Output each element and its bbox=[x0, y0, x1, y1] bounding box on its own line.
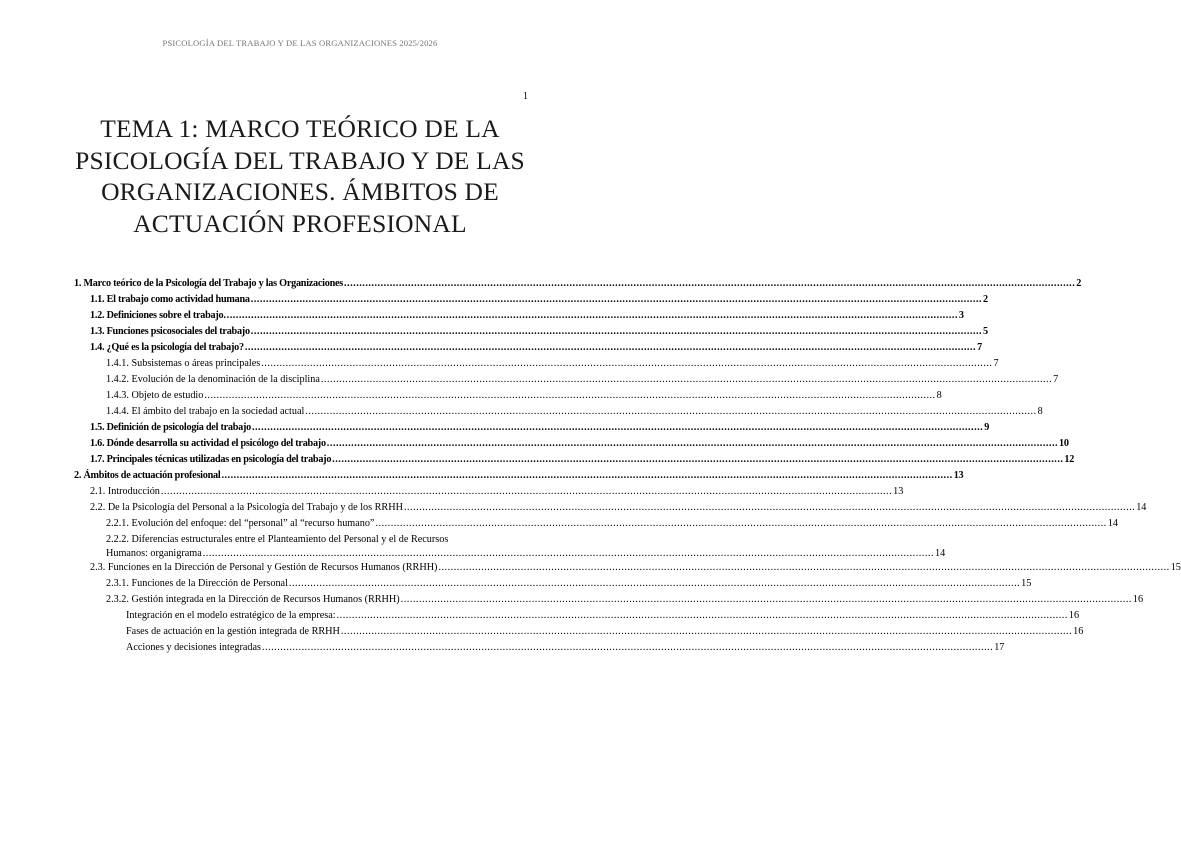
toc-entry-text: 1.4.1. Subsistemas o áreas principales bbox=[106, 358, 261, 369]
toc-page-number: 5 bbox=[983, 326, 988, 337]
toc-entry-text: 1.6. Dónde desarrolla su actividad el psicólogo del trabajo bbox=[90, 438, 326, 449]
toc-leader-dots bbox=[438, 561, 1169, 575]
toc-entry-text: 1.2. Definiciones sobre el trabajo. bbox=[90, 310, 226, 321]
toc-page-number: 13 bbox=[893, 486, 904, 497]
toc-leader-dots bbox=[203, 547, 934, 561]
toc-leader-dots bbox=[204, 389, 935, 403]
toc-leader-dots bbox=[305, 405, 1036, 419]
toc-entry-text: 2.2.1. Evolución del enfoque: del “personal” al “recurso humano” bbox=[106, 518, 375, 529]
toc-entry-text: 2.2.2. Diferencias estructurales entre el Planteamiento del Personal y el de Recursos bbox=[106, 534, 449, 545]
running-header: PSICOLOGÍA DEL TRABAJO Y DE LAS ORGANIZACIONES 2025/2026 bbox=[162, 38, 438, 48]
toc-entry[interactable] bbox=[74, 641, 1005, 657]
toc-entry-text: 2.3.1. Funciones de la Dirección de Personal bbox=[106, 578, 288, 589]
document-title bbox=[40, 113, 560, 239]
toc-leader-dots bbox=[341, 625, 1072, 639]
toc-entry-text: 1.4.3. Objeto de estudio bbox=[106, 390, 204, 401]
toc-leader-dots bbox=[161, 485, 892, 499]
toc-entry-text: Humanos: organigrama bbox=[106, 548, 202, 559]
toc-entry[interactable] bbox=[74, 625, 1084, 641]
title-line: ORGANIZACIONES. ÁMBITOS DE bbox=[101, 177, 499, 206]
toc-leader-dots bbox=[261, 357, 992, 371]
table-of-contents bbox=[74, 277, 1181, 657]
toc-page-number: 17 bbox=[994, 642, 1005, 653]
toc-entry[interactable] bbox=[74, 533, 946, 561]
toc-leader-dots bbox=[252, 421, 983, 435]
toc-entry[interactable] bbox=[74, 469, 964, 485]
toc-entry[interactable] bbox=[74, 373, 1059, 389]
toc-entry-text: Fases de actuación en la gestión integrada de RRHH bbox=[126, 626, 340, 637]
toc-page-number: 7 bbox=[977, 342, 982, 353]
toc-entry-text: Integración en el modelo estratégico de la empresa: bbox=[126, 610, 336, 621]
toc-page-number: 7 bbox=[1053, 374, 1059, 385]
toc-page-number: 9 bbox=[984, 422, 990, 433]
toc-entry[interactable] bbox=[74, 293, 988, 309]
toc-leader-dots bbox=[251, 325, 982, 339]
toc-entry-text: 1.3. Funciones psicosociales del trabajo bbox=[90, 326, 250, 337]
toc-leader-dots bbox=[245, 341, 976, 355]
title-line: ACTUACIÓN PROFESIONAL bbox=[133, 208, 467, 238]
toc-page-number: 14 bbox=[1136, 502, 1147, 513]
toc-page-number: 2 bbox=[982, 294, 988, 305]
toc-entry-text: 1. Marco teórico de la Psicología del Trabajo y las Organizaciones bbox=[74, 278, 343, 289]
toc-entry[interactable] bbox=[74, 357, 999, 373]
toc-entry[interactable] bbox=[74, 277, 1082, 293]
toc-page-number: 15 bbox=[1170, 562, 1181, 573]
toc-leader-dots bbox=[251, 293, 982, 307]
toc-entry[interactable] bbox=[74, 437, 1069, 453]
page-number: 1 bbox=[523, 91, 528, 102]
toc-page-number: 12 bbox=[1064, 454, 1075, 465]
toc-entry-text: 1.7. Principales técnicas utilizadas en psicología del trabajo bbox=[90, 454, 332, 465]
toc-leader-dots bbox=[327, 437, 1058, 451]
toc-page-number: 13 bbox=[953, 470, 964, 481]
toc-leader-dots bbox=[404, 501, 1135, 515]
toc-entry-text: 1.1. El trabajo como actividad humana bbox=[90, 294, 250, 305]
toc-entry[interactable] bbox=[74, 485, 904, 501]
toc-entry[interactable] bbox=[74, 421, 990, 437]
toc-leader-dots bbox=[221, 469, 952, 483]
toc-entry[interactable] bbox=[74, 309, 964, 325]
toc-entry[interactable] bbox=[74, 577, 1032, 593]
toc-entry[interactable] bbox=[74, 517, 1118, 533]
toc-entry-text: 2.3.2. Gestión integrada en la Dirección de Recursos Humanos (RRHH) bbox=[106, 594, 400, 605]
toc-entry[interactable] bbox=[74, 609, 1080, 625]
toc-entry[interactable] bbox=[74, 561, 1181, 577]
toc-leader-dots bbox=[344, 277, 1075, 291]
toc-page-number: 7 bbox=[993, 358, 999, 369]
toc-entry-text: 2.1. Introducción bbox=[90, 486, 160, 497]
toc-leader-dots bbox=[401, 593, 1132, 607]
toc-entry[interactable] bbox=[74, 501, 1147, 517]
toc-entry-text: 1.5. Definición de psicología del trabajo bbox=[90, 422, 251, 433]
toc-page-number: 16 bbox=[1073, 626, 1084, 637]
toc-entry-text: 1.4.2. Evolución de la denominación de la disciplina bbox=[106, 374, 320, 385]
title-line: TEMA 1: MARCO TEÓRICO DE LA bbox=[100, 114, 500, 143]
toc-entry[interactable] bbox=[74, 341, 982, 357]
title-line: PSICOLOGÍA DEL TRABAJO Y DE LAS bbox=[75, 145, 525, 175]
toc-leader-dots bbox=[262, 641, 993, 655]
toc-leader-dots bbox=[227, 309, 958, 323]
toc-entry-text: 1.4.4. El ámbito del trabajo en la sociedad actual bbox=[106, 406, 305, 417]
toc-page-number: 8 bbox=[936, 390, 942, 401]
toc-leader-dots bbox=[289, 577, 1020, 591]
toc-entry[interactable] bbox=[74, 325, 988, 341]
toc-page-number: 10 bbox=[1059, 438, 1069, 449]
toc-page-number: 14 bbox=[1107, 518, 1118, 529]
toc-entry-text: 1.4. ¿Qué es la psicología del trabajo? bbox=[90, 342, 244, 353]
toc-leader-dots bbox=[332, 453, 1063, 467]
toc-entry[interactable] bbox=[74, 389, 942, 405]
toc-leader-dots bbox=[375, 517, 1106, 531]
toc-leader-dots bbox=[321, 373, 1052, 387]
toc-entry-text: 2.2. De la Psicología del Personal a la Psicología del Trabajo y de los RRHH bbox=[90, 502, 403, 513]
toc-entry-text: 2.3. Funciones en la Dirección de Personal y Gestión de Recursos Humanos (RRHH) bbox=[90, 562, 438, 573]
toc-page-number: 3 bbox=[958, 310, 964, 321]
toc-entry[interactable] bbox=[74, 453, 1075, 469]
toc-entry[interactable] bbox=[74, 405, 1043, 421]
toc-page-number: 8 bbox=[1037, 406, 1043, 417]
toc-entry-text: 2. Ámbitos de actuación profesional bbox=[74, 470, 221, 481]
toc-page-number: 16 bbox=[1132, 594, 1144, 605]
toc-page-number: 15 bbox=[1021, 578, 1032, 589]
toc-page-number: 2 bbox=[1076, 278, 1082, 289]
toc-entry[interactable] bbox=[74, 593, 1144, 609]
toc-page-number: 14 bbox=[934, 548, 946, 559]
toc-leader-dots bbox=[337, 609, 1068, 623]
toc-entry-text: Acciones y decisiones integradas bbox=[126, 642, 261, 653]
toc-page-number: 16 bbox=[1068, 610, 1080, 621]
